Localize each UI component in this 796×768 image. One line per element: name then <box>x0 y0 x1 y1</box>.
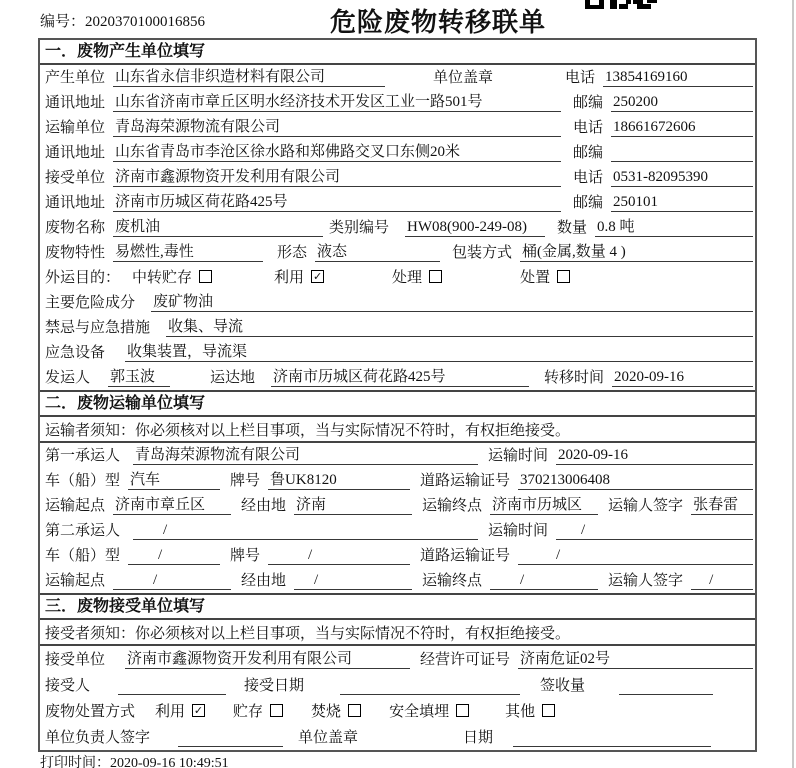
field-label: 日期 <box>463 730 494 746</box>
field-label: 电话 <box>573 170 604 186</box>
field-row <box>40 315 755 340</box>
field-row <box>40 340 755 365</box>
field-label: 经由地 <box>241 573 287 589</box>
field-value: / <box>133 522 478 540</box>
checkbox-unchecked-icon <box>348 704 361 717</box>
field-value: 收集、导流 <box>166 315 753 337</box>
checkbox-option <box>155 700 205 721</box>
field-value: 18661672606 <box>611 119 753 137</box>
field-row <box>40 568 755 593</box>
field-value: 易燃性,毒性 <box>113 240 263 262</box>
print-time-line <box>40 752 229 768</box>
checkbox-label: 处置 <box>520 270 551 286</box>
field-value <box>178 746 283 747</box>
field-value <box>619 694 713 695</box>
field-value: 13854169160 <box>603 69 753 87</box>
field-row <box>40 240 755 265</box>
checkbox-option <box>274 266 324 287</box>
field-row <box>40 724 755 750</box>
field-label: 运输单位 <box>45 120 106 136</box>
manifest-form <box>38 38 757 752</box>
field-label: 发运人 <box>45 370 91 386</box>
field-value: 青岛海荣源物流有限公司 <box>133 443 478 465</box>
field-value: 250101 <box>611 194 753 212</box>
field-label: 运输终点 <box>422 498 483 514</box>
field-value <box>340 694 520 695</box>
field-label: 运输终点 <box>422 573 483 589</box>
field-label: 车（船）型 <box>45 473 121 489</box>
field-value: / <box>490 572 598 590</box>
field-value: 张春雷 <box>691 493 753 515</box>
field-value: / <box>556 522 753 540</box>
checkbox-checked-icon: ✓ <box>312 270 323 283</box>
field-row <box>40 115 755 140</box>
field-row <box>40 190 755 215</box>
field-label: 邮编 <box>573 95 604 111</box>
field-row <box>40 493 755 518</box>
checkbox-label: 利用 <box>274 270 305 286</box>
field-row <box>40 468 755 493</box>
field-value <box>513 746 711 747</box>
field-label: 电话 <box>565 70 596 86</box>
field-label: 道路运输证号 <box>420 548 511 564</box>
field-label: 第一承运人 <box>45 448 121 464</box>
field-row <box>40 698 755 724</box>
document-header <box>0 0 796 38</box>
field-label: 通讯地址 <box>45 145 106 161</box>
field-label: 车（船）型 <box>45 548 121 564</box>
checkbox-label: 利用 <box>155 704 186 720</box>
field-label: 运输起点 <box>45 573 106 589</box>
page-edge-line <box>792 0 794 768</box>
section-header: 三．废物接受单位填写 <box>40 593 755 620</box>
field-row <box>40 290 755 315</box>
field-value: 山东省济南市章丘区明水经济技术开发区工业一路501号 <box>113 90 561 112</box>
checkbox-option <box>392 266 442 287</box>
field-label: 电话 <box>573 120 604 136</box>
field-row <box>40 140 755 165</box>
field-row <box>40 215 755 240</box>
field-value: 液态 <box>315 240 440 262</box>
checkbox-unchecked-icon <box>429 270 442 283</box>
field-value: 济南市鑫源物资开发利用有限公司 <box>113 165 561 187</box>
checkbox-label: 处理 <box>392 270 423 286</box>
checkbox-unchecked-icon <box>456 704 469 717</box>
field-value: 郭玉波 <box>108 365 170 387</box>
checkbox-unchecked-icon <box>542 704 555 717</box>
field-row <box>40 365 755 390</box>
notice-row <box>40 620 755 646</box>
field-label: 运输人签字 <box>608 573 684 589</box>
qr-code-fragment-icon <box>585 0 657 10</box>
field-value: / <box>294 572 412 590</box>
field-value <box>118 694 226 695</box>
field-value: 济南 <box>294 493 412 515</box>
field-label: 接受单位 <box>45 652 106 668</box>
field-row <box>40 165 755 190</box>
field-label: 单位负责人签字 <box>45 730 151 746</box>
field-label: 应急设备 <box>45 345 106 361</box>
field-label: 外运目的： <box>45 270 121 286</box>
field-value: 济南市章丘区 <box>113 493 231 515</box>
serial-number-line <box>40 10 205 31</box>
serial-value: 2020370100016856 <box>85 14 206 30</box>
field-label: 运输起点 <box>45 498 106 514</box>
notice-row <box>40 417 755 443</box>
field-row <box>40 672 755 698</box>
field-label: 通讯地址 <box>45 95 106 111</box>
field-label: 废物名称 <box>45 220 106 236</box>
field-value: 山东省永信非织造材料有限公司 <box>113 65 385 87</box>
field-label: 运输时间 <box>488 448 549 464</box>
field-label: 经营许可证号 <box>420 652 511 668</box>
field-label: 主要危险成分 <box>45 295 136 311</box>
section-header: 一．废物产生单位填写 <box>40 40 755 65</box>
checkbox-option <box>311 700 361 721</box>
section-header: 二．废物运输单位填写 <box>40 390 755 417</box>
field-label: 运输人签字 <box>608 498 684 514</box>
field-value: 250200 <box>611 94 753 112</box>
checkbox-option <box>132 266 212 287</box>
checkbox-label: 中转贮存 <box>132 270 193 286</box>
print-time-label: 打印时间： <box>40 756 110 768</box>
field-label: 类别编号 <box>329 220 390 236</box>
field-row <box>40 518 755 543</box>
checkbox-option <box>505 700 555 721</box>
checkbox-option <box>389 700 469 721</box>
field-value: 济南市历城区荷花路425号 <box>271 365 529 387</box>
field-label: 形态 <box>277 245 308 261</box>
field-label: 运输时间 <box>488 523 549 539</box>
field-value: 济南危证02号 <box>518 647 753 669</box>
notice-text: 运输者须知：你必须核对以上栏目事项，当与实际情况不符时，有权拒绝接受。 <box>45 422 571 439</box>
page-title: 危险废物转移联单 <box>330 8 547 37</box>
field-label: 废物处置方式 <box>45 704 136 720</box>
field-value: 收集装置，导流渠 <box>125 340 753 362</box>
field-label: 邮编 <box>573 145 604 161</box>
checkbox-unchecked-icon <box>557 270 570 283</box>
checkbox-label: 其他 <box>505 704 536 720</box>
field-row <box>40 90 755 115</box>
field-value: HW08(900-249-08) <box>405 219 545 237</box>
field-value: 2020-09-16 <box>556 447 753 465</box>
field-value: 2020-09-16 <box>612 369 753 387</box>
checkbox-label: 贮存 <box>233 704 264 720</box>
static-label: 单位盖章 <box>433 70 494 86</box>
field-row <box>40 646 755 672</box>
field-value: 废机油 <box>113 215 323 237</box>
serial-label: 编号： <box>40 14 86 30</box>
checkbox-label: 安全填埋 <box>389 704 450 720</box>
static-label: 单位盖章 <box>298 730 359 746</box>
checkbox-unchecked-icon <box>199 270 212 283</box>
field-label: 运达地 <box>210 370 256 386</box>
checkbox-checked-icon: ✓ <box>193 704 204 717</box>
field-row <box>40 265 755 290</box>
field-value: 废矿物油 <box>151 290 753 312</box>
field-value: 汽车 <box>128 468 220 490</box>
field-label: 禁忌与应急措施 <box>45 320 151 336</box>
field-row <box>40 543 755 568</box>
field-label: 产生单位 <box>45 70 106 86</box>
field-label: 转移时间 <box>544 370 605 386</box>
field-value: 370213006408 <box>518 472 753 490</box>
field-value: / <box>691 572 753 590</box>
field-label: 牌号 <box>230 473 261 489</box>
field-label: 包装方式 <box>452 245 513 261</box>
field-label: 数量 <box>557 220 588 236</box>
checkbox-label: 焚烧 <box>311 704 342 720</box>
checkbox-option <box>520 266 570 287</box>
field-label: 接受人 <box>45 678 91 694</box>
print-time-value: 2020-09-16 10:49:51 <box>110 756 229 768</box>
field-value: 济南市鑫源物资开发利用有限公司 <box>125 647 410 669</box>
field-value: 山东省青岛市李沧区徐水路和郑佛路交叉口东侧20米 <box>113 140 561 162</box>
notice-text: 接受者须知：你必须核对以上栏目事项，当与实际情况不符时，有权拒绝接受。 <box>45 625 571 642</box>
field-value: 0.8 吨 <box>595 215 753 237</box>
field-label: 废物特性 <box>45 245 106 261</box>
field-value: 济南市历城区 <box>490 493 598 515</box>
field-value: 0531-82095390 <box>611 169 753 187</box>
field-value: 桶(金属,数量 4 ) <box>520 240 753 262</box>
field-value: / <box>268 547 410 565</box>
field-value: 鲁UK8120 <box>268 468 410 490</box>
field-row <box>40 443 755 468</box>
field-value: / <box>113 572 231 590</box>
field-value: / <box>518 547 753 565</box>
field-label: 经由地 <box>241 498 287 514</box>
field-label: 接受单位 <box>45 170 106 186</box>
checkbox-option <box>233 700 283 721</box>
field-label: 道路运输证号 <box>420 473 511 489</box>
checkbox-unchecked-icon <box>270 704 283 717</box>
field-value: 青岛海荣源物流有限公司 <box>113 115 561 137</box>
field-label: 邮编 <box>573 195 604 211</box>
field-label: 第二承运人 <box>45 523 121 539</box>
field-label: 通讯地址 <box>45 195 106 211</box>
field-label: 接受日期 <box>244 678 305 694</box>
field-value <box>611 161 753 162</box>
field-value: 济南市历城区荷花路425号 <box>113 190 561 212</box>
field-label: 签收量 <box>540 678 586 694</box>
field-row <box>40 65 755 90</box>
field-value: / <box>128 547 220 565</box>
field-label: 牌号 <box>230 548 261 564</box>
